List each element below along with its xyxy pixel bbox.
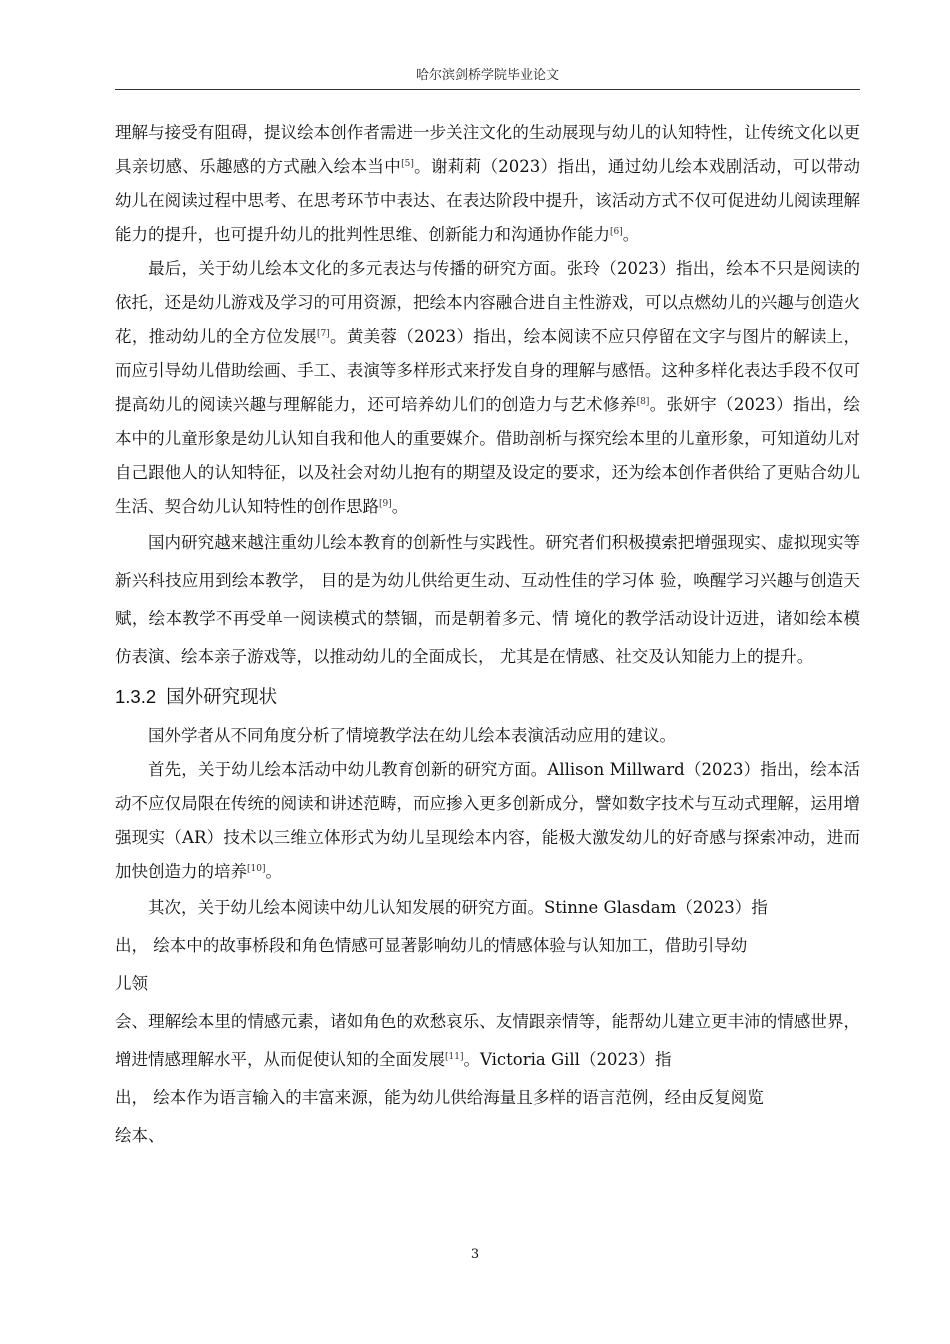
citation-10: [10] xyxy=(247,864,266,874)
citation-5: [5] xyxy=(401,159,414,169)
paragraph-2-text: 最后，关于幼儿绘本文化的多元表达与传播的研究方面。张玲（2023）指出，绘本不只是阅读的依托，还是幼儿游戏及学习的可用资源，把绘本内容融合进自主性游戏，可以点燃幼儿的兴趣与创造火花，推动幼儿的全方位发展 xyxy=(115,259,860,346)
paragraph-7-tail: 。Victoria Gill（2023）指 xyxy=(463,1050,672,1069)
citation-8: [8] xyxy=(636,397,650,407)
paragraph-2-tail2: 。张妍宇（2023）指出，绘本中的儿童形象是幼儿认知自我和他人的重要媒介。借助剖析与探究绘本里的儿童形象，可知道幼儿对自己跟他人的认知特征，以及社会对幼儿抱有的期望及设定的要求，还为绘本创作者供给了更贴合幼儿生活、契合幼儿认知特性的创作思路 xyxy=(115,395,860,516)
paragraph-1-tail2: 。 xyxy=(622,225,640,244)
paragraph-3: 国内研究越来越注重幼儿绘本教育的创新性与实践性。研究者们积极摸索把增强现实、虚拟现实等新兴科技应用到绘本教学， 目的是为幼儿供给更生动、互动性佳的学习体 验，唤醒学习兴趣与创造天赋，绘本教学不再受单一阅读模式的禁锢，而是朝着多元、情 境化的教学活动设计迈进，诸如绘本模仿表演、绘本亲子游戏等，以推动幼儿的全面成长， 尤其是在情感、社交及认知能力上的提升。 xyxy=(115,533,860,666)
citation-6: [6] xyxy=(610,227,623,237)
section-title: 国外研究现状 xyxy=(166,687,278,708)
citation-11: [11] xyxy=(445,1052,464,1062)
page-number: 3 xyxy=(470,1247,480,1262)
paragraph-2 xyxy=(115,252,860,524)
paragraph-1-text: 理解与接受有阻碍，提议绘本创作者需进一步关注文化的生动展现与幼儿的认知特性，让传统文化以更具亲切感、乐趣感的方式融入绘本当中 xyxy=(115,123,860,176)
section-heading xyxy=(115,678,860,717)
paragraph-6 xyxy=(115,889,860,1003)
paragraph-5 xyxy=(115,753,860,889)
body-text xyxy=(115,116,860,1155)
paragraph-5-tail: 。 xyxy=(265,862,282,881)
paragraph-7-lines xyxy=(115,1079,860,1155)
paragraph-6-line-3: 儿领 xyxy=(115,974,148,993)
paragraph-6-line-2: 出， 绘本中的故事桥段和角色情感可显著影响幼儿的情感体验与认知加工，借助引导幼 xyxy=(115,936,748,955)
citation-7: [7] xyxy=(316,329,330,339)
paragraph-1-tail: 。谢莉莉（2023）指出，通过幼儿绘本戏剧活动，可以带动幼儿在阅读过程中思考、在思考环节中表达、在表达阶段中提升，该活动方式不仅可促进幼儿阅读理解能力的提升，也可提升幼儿的批判性思维、创新能力和沟通协作能力 xyxy=(115,157,861,244)
paragraph-1 xyxy=(115,116,860,252)
paragraph-7-text: 会、理解绘本里的情感元素，诸如角色的欢愁哀乐、友情跟亲情等，能帮幼儿建立更丰沛的情感世界，增进情感理解水平，从而促使认知的全面发展 xyxy=(115,1012,860,1069)
paragraph-2-tail3: 。 xyxy=(391,497,409,516)
running-header: 哈尔滨剑桥学院毕业论文 xyxy=(115,64,860,90)
citation-9: [9] xyxy=(379,499,392,509)
paragraph-4: 国外学者从不同角度分析了情境教学法在幼儿绘本表演活动应用的建议。 xyxy=(148,726,676,745)
paragraph-5-text: 首先，关于幼儿绘本活动中幼儿教育创新的研究方面。Allison Millward（2023）指出，绘本活动不应仅局限在传统的阅读和讲述范畴，而应掺入更多创新成分，譬如数字技术与互动式理解，运用增强现实（AR）技术以三维立体形式为幼儿呈现绘本内容，能极大激发幼儿的好奇感与探索冲动，进而加快创造力的培养 xyxy=(115,760,860,881)
section-number: 1.3.2 xyxy=(115,686,157,707)
paragraph-7-line-2: 绘本、 xyxy=(115,1126,165,1145)
paragraph-2-tail: 。黄美蓉（2023）指出，绘本阅读不应只停留在文字与图片的解读上，而应引导幼儿借助绘画、手工、表演等多样形式来抒发自身的理解与感悟。这种多样化表达手段不仅可提高幼儿的阅读兴趣与理解能力，还可培养幼儿们的创造力与艺术修养 xyxy=(115,327,861,414)
paragraph-7 xyxy=(115,1003,860,1079)
paragraph-7-line-1: 出， 绘本作为语言输入的丰富来源，能为幼儿供给海量且多样的语言范例，经由反复阅览 xyxy=(115,1088,764,1107)
paragraph-6-line-1: 其次，关于幼儿绘本阅读中幼儿认知发展的研究方面。Stinne Glasdam（2023）指 xyxy=(148,898,768,917)
